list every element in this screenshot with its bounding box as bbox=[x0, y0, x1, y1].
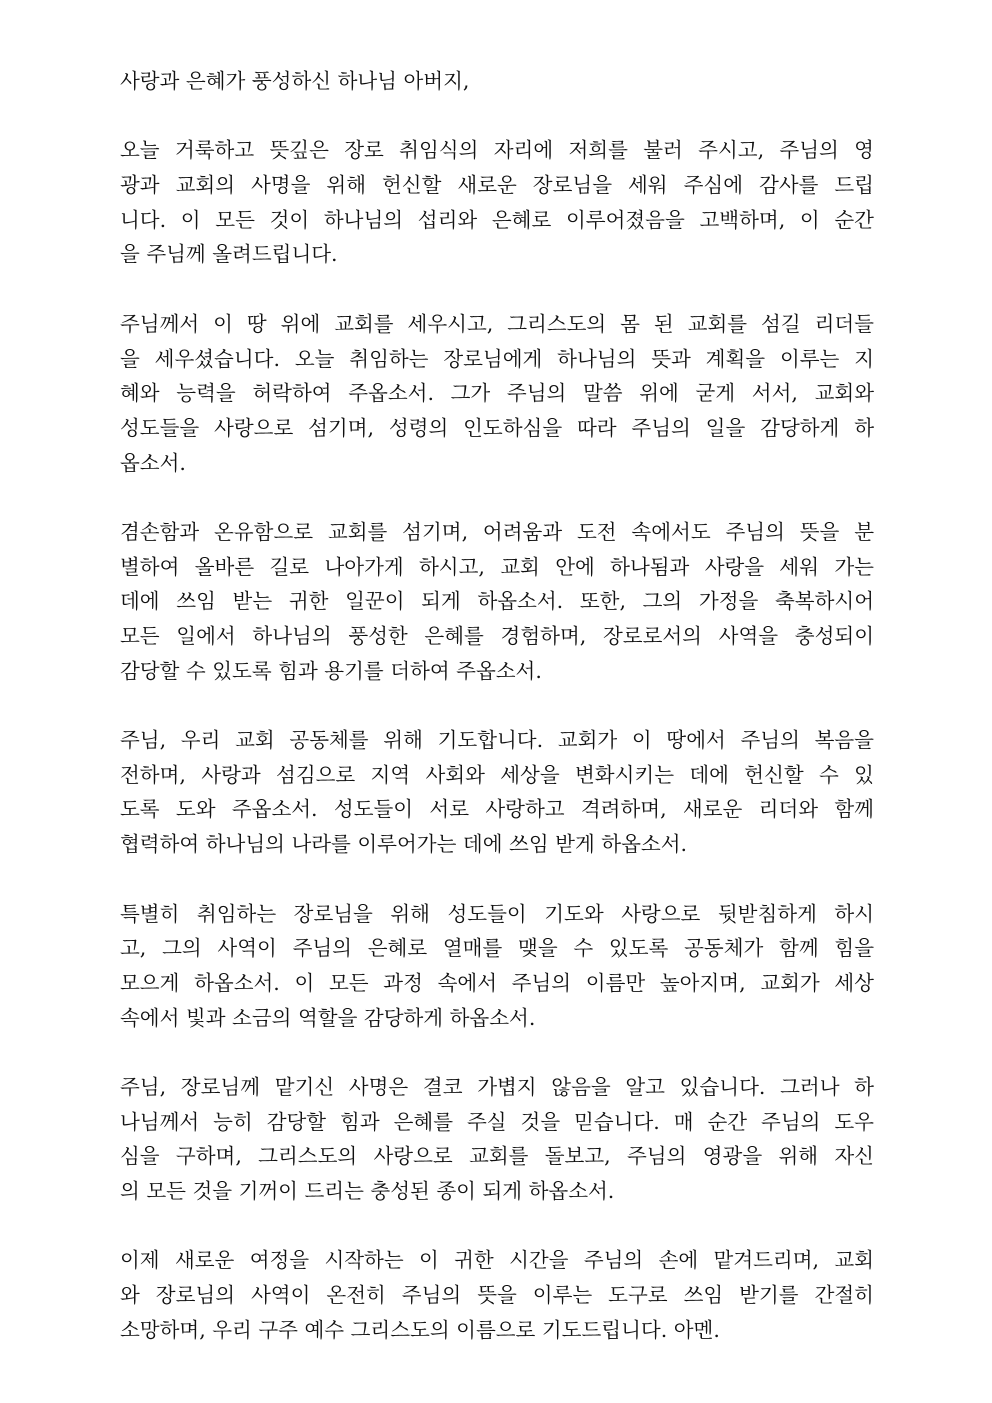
text-line: 성도들을 사랑으로 섬기며, 성령의 인도하심을 따라 주님의 일을 감당하게 하 bbox=[120, 415, 874, 440]
paragraph-gap bbox=[120, 480, 874, 515]
paragraph-gap bbox=[120, 99, 874, 134]
text-line: 전하며, 사랑과 섬김으로 지역 사회와 세상을 변화시키는 데에 헌신할 수 있 bbox=[120, 762, 874, 787]
text-line: 을 세우셨습니다. 오늘 취임하는 장로님에게 하나님의 뜻과 계획을 이루는 지 bbox=[120, 346, 874, 371]
paragraph-gap bbox=[120, 272, 874, 307]
text-line: 감당할 수 있도록 힘과 용기를 더하여 주옵소서. bbox=[120, 658, 542, 683]
text-line: 특별히 취임하는 장로님을 위해 성도들이 기도와 사랑으로 뒷받침하게 하시 bbox=[120, 901, 874, 926]
text-line: 데에 쓰임 받는 귀한 일꾼이 되게 하옵소서. 또한, 그의 가정을 축복하시어 bbox=[120, 589, 874, 614]
text-line: 모든 일에서 하나님의 풍성한 은혜를 경험하며, 장로로서의 사역을 충성되이 bbox=[120, 624, 874, 648]
paragraph-gap bbox=[120, 688, 874, 723]
text-line: 이제 새로운 여정을 시작하는 이 귀한 시간을 주님의 손에 맡겨드리며, 교회 bbox=[120, 1248, 874, 1273]
text-line: 주님께서 이 땅 위에 교회를 세우시고, 그리스도의 몸 된 교회를 섬길 리더들 bbox=[120, 311, 874, 336]
text-line: 별하여 올바른 길로 나아가게 하시고, 교회 안에 하나됨과 사랑을 세워 가는 bbox=[120, 554, 874, 579]
paragraph-2 bbox=[120, 307, 874, 480]
text-line: 광과 교회의 사명을 위해 헌신할 새로운 장로님을 세워 주심에 감사를 드립 bbox=[120, 173, 874, 198]
text-line: 협력하여 하나님의 나라를 이루어가는 데에 쓰임 받게 하옵소서. bbox=[120, 832, 688, 857]
paragraph-6 bbox=[120, 1070, 874, 1209]
greeting bbox=[120, 64, 874, 99]
paragraph-gap bbox=[120, 862, 874, 897]
paragraph-4 bbox=[120, 723, 874, 862]
text-line: 을 주님께 올려드립니다. bbox=[120, 242, 338, 267]
text-line: 속에서 빛과 소금의 역할을 감당하게 하옵소서. bbox=[120, 1005, 536, 1030]
text-line: 니다. 이 모든 것이 하나님의 섭리와 은혜로 이루어졌음을 고백하며, 이 순간 bbox=[120, 207, 874, 232]
text-line: 나님께서 능히 감당할 힘과 은혜를 주실 것을 믿습니다. 매 순간 주님의 도우 bbox=[120, 1109, 874, 1134]
paragraph-3 bbox=[120, 515, 874, 688]
paragraph-gap bbox=[120, 1209, 874, 1244]
text-line: 고, 그의 사역이 주님의 은혜로 열매를 맺을 수 있도록 공동체가 함께 힘을 bbox=[120, 936, 874, 961]
paragraph-7 bbox=[120, 1243, 874, 1347]
document-page bbox=[120, 64, 874, 1347]
text-line: 혜와 능력을 허락하여 주옵소서. 그가 주님의 말씀 위에 굳게 서서, 교회와 bbox=[120, 381, 874, 406]
paragraph-5 bbox=[120, 897, 874, 1036]
text-line: 겸손함과 온유함으로 교회를 섬기며, 어려움과 도전 속에서도 주님의 뜻을 분 bbox=[120, 519, 874, 544]
text-line: 모으게 하옵소서. 이 모든 과정 속에서 주님의 이름만 높아지며, 교회가 세상 bbox=[120, 970, 874, 995]
text-line: 사랑과 은혜가 풍성하신 하나님 아버지, bbox=[120, 69, 470, 93]
text-line: 주님, 장로님께 맡기신 사명은 결코 가볍지 않음을 알고 있습니다. 그러나 하 bbox=[120, 1074, 874, 1099]
text-line: 와 장로님의 사역이 온전히 주님의 뜻을 이루는 도구로 쓰임 받기를 간절히 bbox=[120, 1283, 874, 1308]
text-line: 도록 도와 주옵소서. 성도들이 서로 사랑하고 격려하며, 새로운 리더와 함께 bbox=[120, 797, 874, 822]
text-line: 의 모든 것을 기꺼이 드리는 충성된 종이 되게 하옵소서. bbox=[120, 1179, 615, 1203]
paragraph-1 bbox=[120, 133, 874, 272]
text-line: 옵소서. bbox=[120, 450, 186, 475]
text-line: 주님, 우리 교회 공동체를 위해 기도합니다. 교회가 이 땅에서 주님의 복음을 bbox=[120, 728, 874, 753]
text-line: 소망하며, 우리 구주 예수 그리스도의 이름으로 기도드립니다. 아멘. bbox=[120, 1317, 720, 1342]
text-line: 오늘 거룩하고 뜻깊은 장로 취임식의 자리에 저희를 불러 주시고, 주님의 영 bbox=[120, 138, 874, 163]
text-line: 심을 구하며, 그리스도의 사랑으로 교회를 돌보고, 주님의 영광을 위해 자신 bbox=[120, 1144, 874, 1169]
paragraph-gap bbox=[120, 1035, 874, 1070]
